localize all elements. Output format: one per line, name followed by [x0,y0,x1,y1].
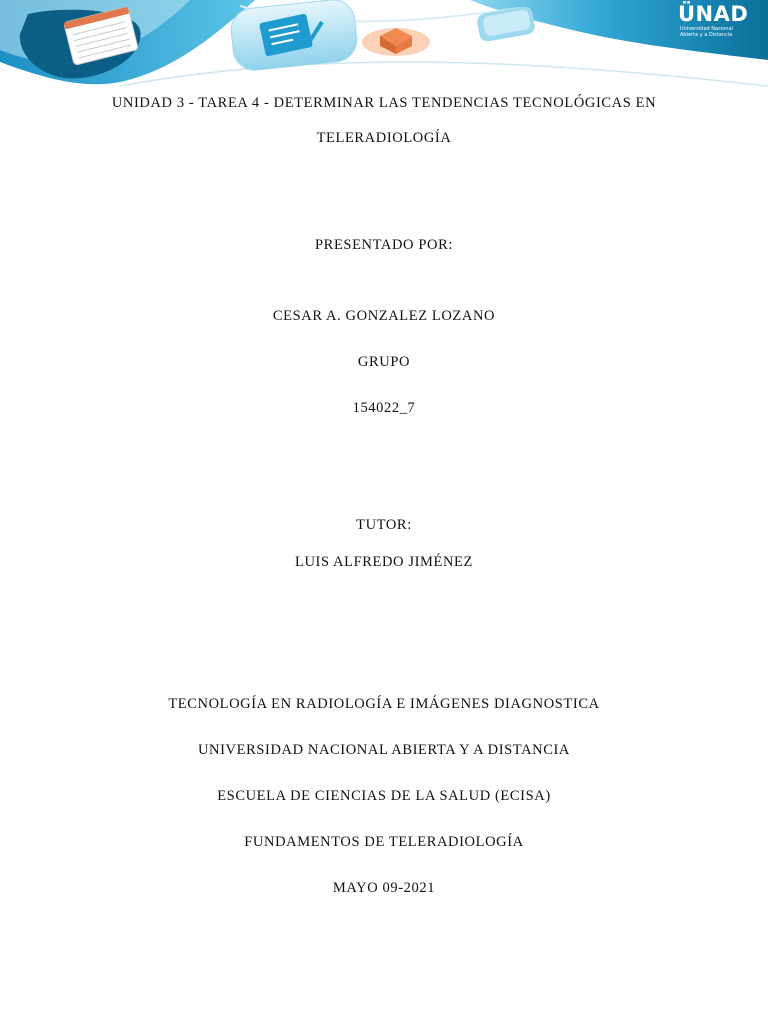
banner-bottom-line [120,62,768,86]
presented-by-label: PRESENTADO POR: [315,237,453,253]
open-box-icon [362,28,430,56]
logo-wordmark: ÜNAD [678,2,749,26]
blank-card-icon [476,5,536,42]
course-name: FUNDAMENTOS DE TELERADIOLOGÍA [244,834,524,850]
unad-logo [678,2,760,42]
group-label: GRUPO [357,354,411,370]
clipboard-checklist-icon [229,0,359,72]
document-title-line-1: UNIDAD 3 - TAREA 4 - DETERMINAR LAS TENDENCIAS TECNOLÓGICAS EN [111,95,657,111]
document-date: MAYO 09-2021 [332,880,436,896]
header-banner [0,0,768,100]
tutor-name: LUIS ALFREDO JIMÉNEZ [295,554,473,570]
tutor-label: TUTOR: [356,517,412,533]
school-name: ESCUELA DE CIENCIAS DE LA SALUD (ECISA) [217,788,551,804]
university-name: UNIVERSIDAD NACIONAL ABIERTA Y A DISTANCIA [197,742,571,758]
author-name: CESAR A. GONZALEZ LOZANO [272,308,496,324]
document-title-line-2: TELERADIOLOGÍA [316,130,452,146]
logo-tagline: Universidad Nacional Abierta y a Distancia [680,26,733,38]
group-number: 154022_7 [352,400,416,416]
program-name: TECNOLOGÍA EN RADIOLOGÍA E IMÁGENES DIAGNOSTICA [168,696,600,712]
